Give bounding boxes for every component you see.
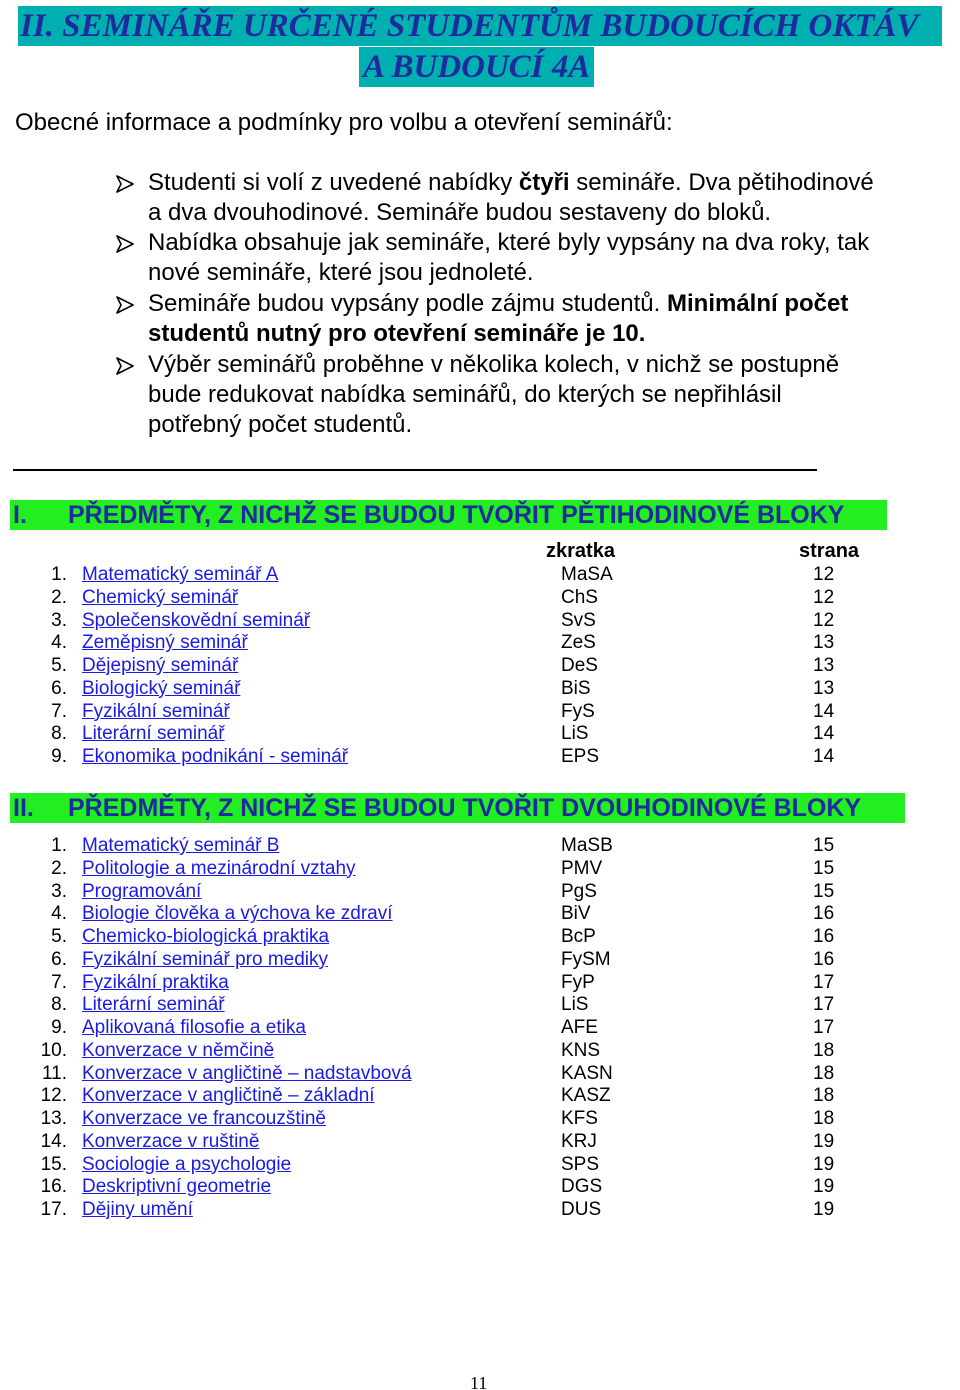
row-number: 16. — [40, 1176, 67, 1198]
seminar-link[interactable]: Matematický seminář A — [82, 564, 279, 585]
page-title-line-2: A BUDOUCÍ 4A — [359, 47, 594, 87]
seminar-link[interactable]: Literární seminář — [82, 723, 225, 745]
seminar-abbreviation: DGS — [561, 1176, 603, 1198]
seminar-link[interactable]: Dějepisný seminář — [82, 655, 239, 676]
row-number: 14. — [40, 1130, 67, 1152]
bullet-text: semináře. Dva pětihodinové — [569, 169, 874, 196]
table-row — [0, 678, 960, 701]
row-number: 13. — [40, 1108, 67, 1129]
seminar-link[interactable]: Fyzikální seminář — [82, 700, 230, 722]
seminar-page: 19 — [813, 1130, 835, 1152]
seminar-abbreviation: FyP — [561, 971, 595, 993]
seminar-abbreviation: ChS — [561, 586, 598, 608]
seminar-link[interactable]: Konverzace v ruštině — [82, 1130, 260, 1152]
table-row — [0, 723, 960, 746]
row-number: 1. — [51, 564, 67, 585]
seminar-abbreviation: MaSB — [561, 835, 613, 856]
table-row — [0, 881, 960, 904]
seminar-link[interactable]: Chemicko-biologická praktika — [82, 926, 330, 947]
seminar-abbreviation: LiS — [561, 723, 589, 745]
table-row — [0, 632, 960, 655]
row-number: 9. — [51, 1017, 67, 1038]
bullet-text: bude redukovat nabídka seminářů, do kterých se nepřihlásil — [148, 381, 782, 408]
seminar-page: 14 — [813, 700, 835, 722]
table-row — [0, 1108, 960, 1131]
bullet-text: potřebný počet studentů. — [148, 411, 413, 438]
seminar-abbreviation: ZeS — [561, 632, 596, 654]
seminar-link[interactable]: Fyzikální praktika — [82, 971, 229, 993]
seminar-abbreviation: LiS — [561, 994, 589, 1016]
table-row — [0, 1154, 960, 1177]
intro-text: Obecné informace a podmínky pro volbu a otevření seminářů: — [15, 109, 673, 136]
seminar-page: 12 — [813, 564, 835, 585]
table-row — [0, 1199, 960, 1222]
seminar-abbreviation: BiV — [561, 903, 591, 925]
table-row — [0, 1017, 960, 1040]
seminar-link[interactable]: Aplikovaná filosofie a etika — [82, 1017, 306, 1038]
table-row — [0, 926, 960, 949]
arrow-bullet-icon — [115, 357, 135, 375]
seminar-abbreviation: SvS — [561, 609, 596, 631]
table-row — [0, 1063, 960, 1086]
bullet-text: nové semináře, které jsou jednoleté. — [148, 259, 534, 286]
table-row — [0, 972, 960, 995]
column-header-page: strana — [799, 540, 860, 562]
table-row — [0, 949, 960, 972]
seminar-page: 12 — [813, 609, 835, 631]
seminar-page: 16 — [813, 926, 835, 947]
seminar-page: 18 — [813, 1085, 835, 1107]
table-row — [0, 1176, 960, 1199]
seminar-link[interactable]: Literární seminář — [82, 994, 225, 1016]
row-number: 8. — [51, 994, 67, 1016]
row-number: 8. — [51, 723, 67, 745]
arrow-bullet-icon — [115, 235, 135, 253]
bullet-bold-text: Minimální počet — [667, 290, 849, 317]
seminar-page: 13 — [813, 677, 835, 699]
seminar-page: 15 — [813, 880, 835, 902]
seminar-abbreviation: KRJ — [561, 1130, 597, 1152]
seminar-abbreviation: AFE — [561, 1017, 598, 1038]
row-number: 6. — [51, 948, 67, 970]
row-number: 3. — [51, 880, 67, 902]
seminar-link[interactable]: Konverzace ve francouzštině — [82, 1108, 326, 1129]
row-number: 15. — [40, 1153, 67, 1175]
seminar-abbreviation: KASZ — [561, 1085, 611, 1107]
row-number: 4. — [51, 632, 67, 654]
row-number: 7. — [51, 700, 67, 722]
section-title: PŘEDMĚTY, Z NICHŽ SE BUDOU TVOŘIT PĚTIHODINOVÉ BLOKY — [68, 501, 845, 529]
bullet-text: a dva dvouhodinové. Semináře budou sestaveny do bloků. — [148, 199, 772, 226]
bullet-bold-text: studentů nutný pro otevření semináře je 10. — [148, 320, 646, 347]
arrow-bullet-icon — [115, 175, 135, 193]
seminar-page: 12 — [813, 586, 835, 608]
row-number: 12. — [40, 1085, 67, 1107]
seminar-link[interactable]: Zeměpisný seminář — [82, 632, 248, 654]
seminar-abbreviation: SPS — [561, 1153, 600, 1175]
seminar-page: 17 — [813, 1017, 835, 1038]
page-number: 11 — [470, 1373, 488, 1390]
bullet-bold-text: čtyři — [518, 169, 570, 196]
table-row — [0, 701, 960, 724]
table-row — [0, 903, 960, 926]
row-number: 7. — [51, 971, 67, 993]
seminar-link[interactable]: Programování — [82, 880, 202, 902]
section-title: PŘEDMĚTY, Z NICHŽ SE BUDOU TVOŘIT DVOUHODINOVÉ BLOKY — [68, 794, 862, 822]
bullet-text: Nabídka obsahuje jak semináře, které byly vypsány na dva roky, tak — [148, 229, 870, 256]
seminar-page: 17 — [813, 971, 835, 993]
row-number: 5. — [51, 655, 67, 676]
row-number: 17. — [40, 1199, 67, 1220]
seminar-abbreviation: PgS — [561, 880, 597, 902]
table-row — [0, 994, 960, 1017]
seminar-link[interactable]: Politologie a mezinárodní vztahy — [82, 857, 356, 879]
seminar-page: 13 — [813, 632, 835, 654]
seminar-abbreviation: FySM — [561, 948, 611, 970]
seminar-abbreviation: BcP — [561, 926, 596, 947]
arrow-bullet-icon — [115, 296, 135, 314]
row-number: 11. — [41, 1062, 67, 1084]
seminar-link[interactable]: Konverzace v angličtině – nadstavbová — [82, 1062, 412, 1084]
bullet-text: Studenti si volí z uvedené nabídky — [148, 169, 519, 196]
row-number: 2. — [51, 586, 67, 608]
row-number: 1. — [51, 835, 67, 856]
seminar-page: 18 — [813, 1108, 835, 1129]
row-number: 2. — [51, 857, 67, 879]
seminar-link[interactable]: Sociologie a psychologie — [82, 1153, 292, 1175]
section-2-heading — [10, 793, 905, 823]
table-row — [0, 858, 960, 881]
column-header-abbr: zkratka — [546, 540, 615, 562]
seminar-page: 18 — [813, 1062, 835, 1084]
seminar-link[interactable]: Dějiny umění — [82, 1199, 193, 1220]
seminar-page: 15 — [813, 835, 835, 856]
seminar-page: 16 — [813, 948, 835, 970]
table-row — [0, 746, 960, 769]
seminar-page: 18 — [813, 1039, 835, 1061]
row-number: 4. — [51, 903, 67, 925]
table-row — [0, 587, 960, 610]
row-number: 3. — [51, 609, 67, 631]
seminar-abbreviation: BiS — [561, 677, 591, 699]
table-row — [0, 1131, 960, 1154]
section-1-heading — [10, 500, 887, 530]
seminar-abbreviation: MaSA — [561, 564, 613, 585]
horizontal-rule — [13, 469, 817, 471]
seminar-page: 19 — [813, 1153, 835, 1175]
seminar-page: 19 — [813, 1176, 835, 1198]
row-number: 10. — [40, 1039, 67, 1061]
seminar-abbreviation: KFS — [561, 1108, 598, 1129]
seminar-link[interactable]: Matematický seminář B — [82, 835, 280, 856]
seminar-page: 14 — [813, 746, 835, 767]
seminar-link[interactable]: Konverzace v němčině — [82, 1039, 275, 1061]
bullet-text: Semináře budou vypsány podle zájmu studentů. — [148, 290, 667, 317]
seminar-link[interactable]: Fyzikální seminář pro mediky — [82, 948, 329, 970]
seminar-link[interactable]: Biologický seminář — [82, 677, 241, 699]
row-number: 5. — [51, 926, 67, 947]
seminar-page: 17 — [813, 994, 835, 1016]
table-row — [0, 655, 960, 678]
bullet-text: Výběr seminářů proběhne v několika kolech, v nichž se postupně — [148, 351, 840, 378]
seminar-abbreviation: DUS — [561, 1199, 602, 1220]
seminar-link[interactable]: Konverzace v angličtině – základní — [82, 1085, 375, 1107]
section-number: I. — [13, 501, 27, 529]
table-row — [0, 1040, 960, 1063]
seminar-abbreviation: DeS — [561, 655, 598, 676]
page-title-line-1: II. SEMINÁŘE URČENÉ STUDENTŮM BUDOUCÍCH OKTÁV — [18, 6, 942, 46]
seminar-page: 14 — [813, 723, 835, 745]
seminar-abbreviation: PMV — [561, 857, 603, 879]
seminar-link[interactable]: Ekonomika podnikání - seminář — [82, 746, 349, 767]
table-row — [0, 835, 960, 858]
seminar-link[interactable]: Společenskovědní seminář — [82, 609, 311, 631]
seminar-page: 16 — [813, 903, 835, 925]
row-number: 9. — [51, 746, 67, 767]
table-row — [0, 564, 960, 587]
row-number: 6. — [51, 677, 67, 699]
table-row — [0, 610, 960, 633]
seminar-abbreviation: KNS — [561, 1039, 601, 1061]
seminar-link[interactable]: Biologie člověka a výchova ke zdraví — [82, 903, 393, 925]
seminar-abbreviation: KASN — [561, 1062, 613, 1084]
seminar-link[interactable]: Chemický seminář — [82, 586, 239, 608]
table-row — [0, 1085, 960, 1108]
seminar-page: 19 — [813, 1199, 835, 1220]
seminar-page: 15 — [813, 857, 835, 879]
seminar-page: 13 — [813, 655, 835, 676]
seminar-abbreviation: EPS — [561, 746, 600, 767]
seminar-link[interactable]: Deskriptivní geometrie — [82, 1176, 272, 1198]
section-number: II. — [13, 794, 34, 822]
seminar-abbreviation: FyS — [561, 700, 595, 722]
